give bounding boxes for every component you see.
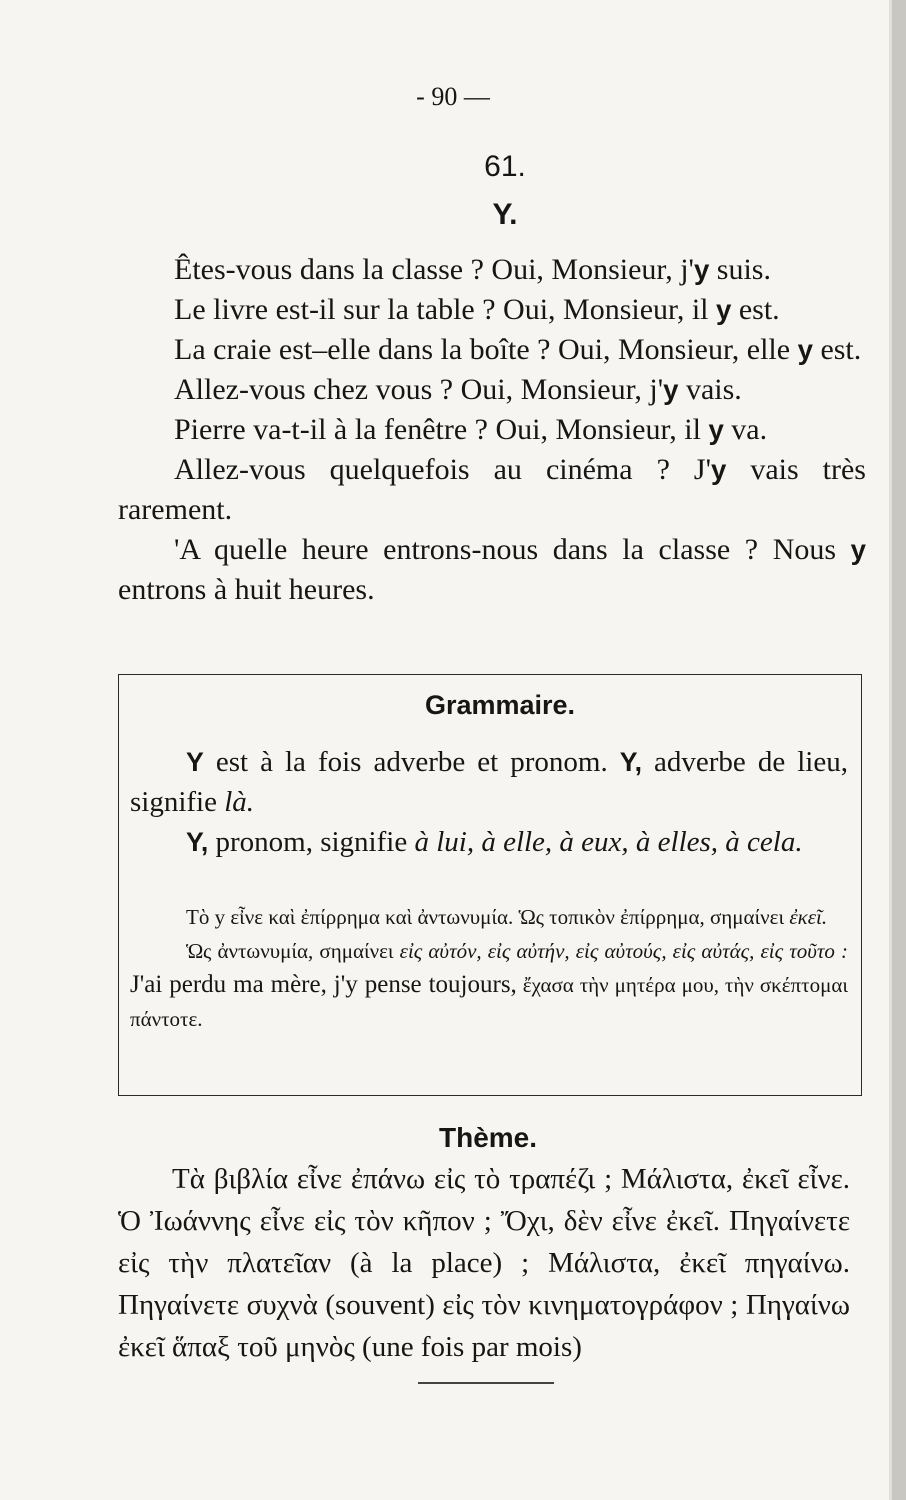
dialogue-line: Êtes-vous dans la classe ? Oui, Monsieur, j'y suis.: [174, 253, 771, 286]
dialogue-line: La craie est–elle dans la boîte ? Oui, Monsieur, elle y est.: [174, 333, 862, 366]
grammar-greek-text: [130, 900, 848, 1036]
dialogue-line: Allez-vous chez vous ? Oui, Monsieur, j'y vais.: [174, 373, 742, 406]
end-rule: [418, 1382, 554, 1384]
grammar-title: Grammaire.: [424, 690, 576, 720]
grammar-paragraph: Y est à la fois adverbe et pronom. Y, adverbe de lieu, signifie là.: [130, 746, 848, 818]
page-number: - 90 —: [416, 82, 490, 111]
grammar-french-text: [130, 742, 848, 862]
theme-title: Thème.: [438, 1122, 538, 1153]
dialogue-line: Le livre est-il sur la table ? Oui, Monsieur, il y est.: [174, 293, 780, 326]
greek-paragraph: Τὸ y εἶνε καὶ ἐπίρρημα καὶ ἀντωνυμία. Ὡς τοπικὸν ἐπίρρημα, σημαίνει ἐκεῖ.: [186, 905, 828, 929]
dialogue-line: 'A quelle heure entrons-nous dans la classe ? Nous y entrons à huit heures.: [118, 533, 866, 606]
lesson-number: 61.: [484, 150, 526, 183]
greek-paragraph: Ὡς ἀντωνυμία, σημαίνει εἰς αὐτόν, εἰς αὐτήν, εἰς αὐτούς, εἰς αὐτάς, εἰς τοῦτο : J'ai perdu ma mère, j'y pense toujours, ἔχασα τὴν μητέρα μου, τὴν σκέπτομαι πάντοτε.: [130, 939, 848, 1031]
grammar-paragraph: Y, pronom, signifie à lui, à elle, à eux, à elles, à cela.: [186, 826, 803, 858]
theme-paragraph: Τὰ βιβλία εἶνε ἐπάνω εἰς τὸ τραπέζι ; Μάλιστα, ἐκεῖ εἶνε. Ὁ Ἰωάννης εἶνε εἰς τὸν κῆπον ; Ὄχι, δὲν εἶνε ἐκεῖ. Πηγαίνετε εἰς τὴν πλατεῖαν (à la place) ; Μάλιστα, ἐκεῖ πηγαίνω. Πηγαίνετε συχνὰ (souvent) εἰς τὸν κινηματογράφον ; Πηγαίνω ἐκεῖ ἅπαξ τοῦ μηνὸς (une fois par mois): [118, 1163, 850, 1363]
lesson-heading: Y.: [492, 198, 518, 231]
dialogue-line: Pierre va-t-il à la fenêtre ? Oui, Monsieur, il y va.: [174, 413, 768, 446]
dialogue-text: [118, 250, 866, 610]
dialogue-line: Allez-vous quelquefois au cinéma ? J'y vais très rarement.: [118, 453, 866, 526]
theme-text: [118, 1158, 850, 1368]
